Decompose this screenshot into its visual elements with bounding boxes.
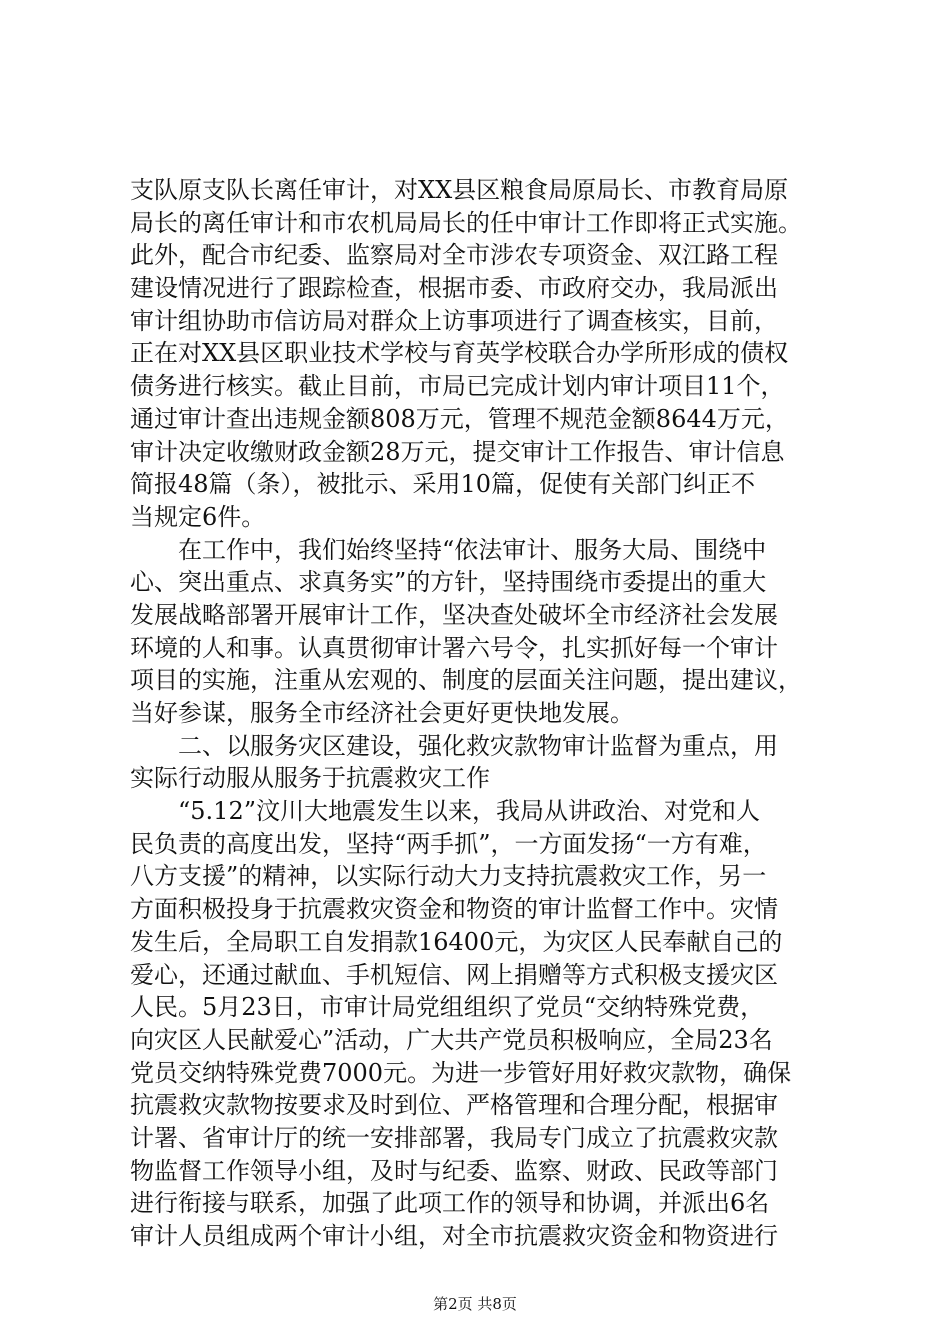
text-line: 环境的人和事。认真贯彻审计署六号令，扎实抓好每一个审计 — [130, 633, 778, 662]
text-line: 爱心，还通过献血、手机短信、网上捐赠等方式积极支援灾区 — [130, 960, 778, 989]
text-line: 通过审计查出违规金额808万元，管理不规范金额8644万元， — [130, 404, 789, 433]
document-body — [130, 174, 830, 1253]
text-line: 党员交纳特殊党费7000元。为进一步管好用好救灾款物，确保 — [130, 1058, 792, 1087]
text-line: 八方支援”的精神，以实际行动大力支持抗震救灾工作，另一 — [130, 862, 767, 891]
text-line: 抗震救灾款物按要求及时到位、严格管理和合理分配，根据审 — [130, 1091, 778, 1120]
text-line: 项目的实施，注重从宏观的、制度的层面关注问题，提出建议， — [130, 666, 802, 695]
text-line: 人民。5月23日，市审计局党组组织了党员“交纳特殊党费， — [130, 993, 765, 1022]
text-line: 当规定6件。 — [130, 502, 266, 531]
text-line: 审计人员组成两个审计小组，对全市抗震救灾资金和物资进行 — [130, 1222, 778, 1250]
text-line: 向灾区人民献爱心”活动，广大共产党员积极响应，全局23名 — [130, 1025, 773, 1054]
text-line: 审计决定收缴财政金额28万元，提交审计工作报告、审计信息 — [130, 437, 785, 466]
text-line: 方面积极投身于抗震救灾资金和物资的审计监督工作中。灾情 — [130, 895, 778, 924]
text-line: 物监督工作领导小组，及时与纪委、监察、财政、民政等部门 — [130, 1156, 778, 1185]
text-line: 建设情况进行了跟踪检查，根据市委、市政府交办，我局派出 — [130, 274, 778, 303]
text-line: 发展战略部署开展审计工作，坚决查处破坏全市经济社会发展 — [130, 600, 778, 629]
text-line: 简报48篇（条），被批示、采用10篇，促使有关部门纠正不 — [130, 470, 756, 499]
text-line: 支队原支队长离任审计，对XX县区粮食局原局长、市教育局原 — [130, 176, 789, 204]
text-line: 当好参谋，服务全市经济社会更好更快地发展。 — [130, 699, 634, 727]
section-heading-line: 二、以服务灾区建设，强化救灾款物审计监督为重点，用 — [178, 731, 778, 760]
text-line: 债务进行核实。截止目前，市局已完成计划内审计项目11个， — [130, 372, 785, 401]
text-line: 此外，配合市纪委、监察局对全市涉农专项资金、双江路工程 — [130, 241, 778, 270]
text-line: 审计组协助市信访局对群众上访事项进行了调查核实，目前， — [130, 306, 778, 335]
text-line: 心、突出重点、求真务实”的方针，坚持围绕市委提出的重大 — [130, 568, 767, 597]
paragraph-start-line: “5.12”汶川大地震发生以来，我局从讲政治、对党和人 — [178, 797, 760, 826]
text-line: 正在对XX县区职业技术学校与育英学校联合办学所形成的债权 — [130, 339, 789, 368]
section-heading-line: 实际行动服从服务于抗震救灾工作 — [130, 764, 490, 793]
text-line: 局长的离任审计和市农机局局长的任中审计工作即将正式实施。 — [130, 208, 802, 237]
text-line: 民负责的高度出发，坚持“两手抓”，一方面发扬“一方有难， — [130, 829, 767, 858]
text-line: 计署、省审计厅的统一安排部署，我局专门成立了抗震救灾款 — [130, 1123, 778, 1152]
text-line: 进行衔接与联系，加强了此项工作的领导和协调，并派出6名 — [130, 1189, 770, 1218]
page-number-footer: 第2页 共8页 — [433, 1295, 517, 1313]
text-line: 发生后，全局职工自发捐款16400元，为灾区人民奉献自己的 — [130, 927, 783, 956]
paragraph-start-line: 在工作中，我们始终坚持“依法审计、服务大局、围绕中 — [178, 535, 767, 564]
